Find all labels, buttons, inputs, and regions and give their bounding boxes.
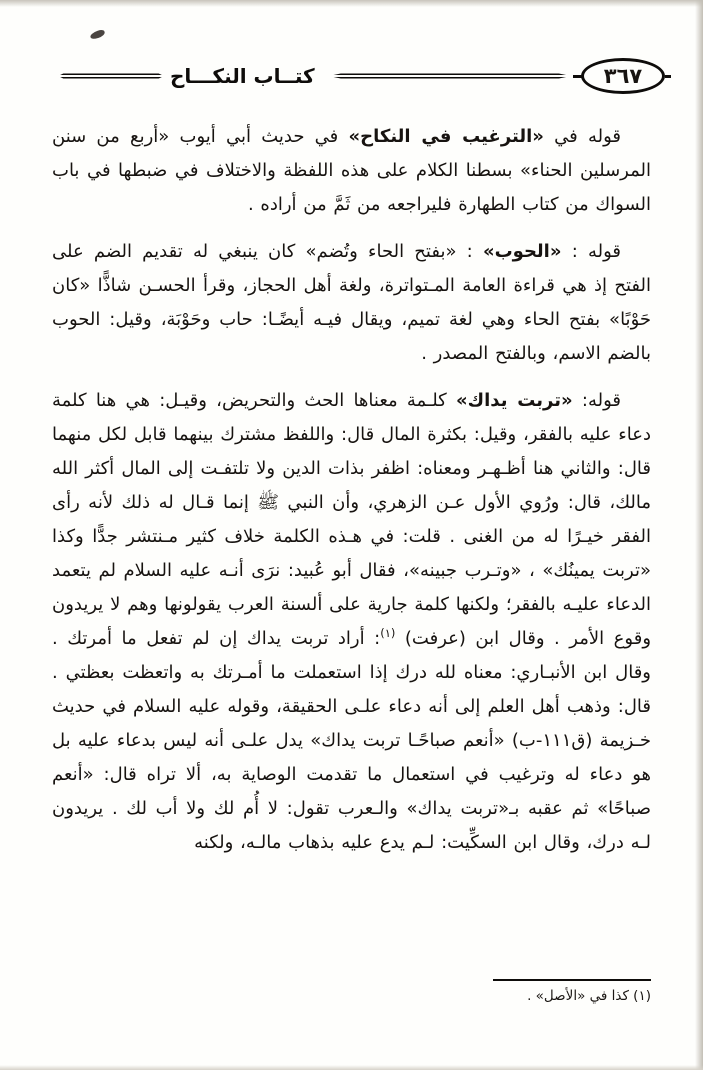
text-run: «الحوب» [482, 241, 562, 262]
text-run: كلـمة معناها الحث والتحريض، وقيـل: هي هنا كلمة دعاء عليه بالفقر، وقيل: بكثرة المال قال: واللفظ مشترك بينهما قابل لكل منهما قال: والثاني هنا أظـهـر ومعناه: اظفر بذات الدين ولا تلتفـت إلى المال أكثر الله مالك، قال: ورُوي الأول عـن الزهري، وأن النبي ﷺ إنما قـال له ذلك لأنه رأى الفقر خيـرًا له من الغنى . قلت: في هـذه الكلمة خلاف كثير مـنتشر جدًّا وكذا «تربت يمينُك» ، «وتـرب جبينه»، فقال أبو عُبيد: نرَى أنـه عليه السلام لم يتعمد الدعاء عليـه بالفقر؛ ولكنها كلمة جارية على ألسنة العرب يقولونها وهم لا يريدون وقوع الأمر . وقال ابن (عرفت) [52, 390, 652, 649]
text-run: قوله: [572, 390, 621, 411]
paragraph [52, 235, 651, 371]
text-run: قوله : [561, 241, 621, 262]
page-header [0, 56, 703, 96]
paragraph [52, 120, 651, 222]
decorative-rule-right [329, 73, 571, 79]
footnote: (١) كذا في «الأصل» . [527, 988, 651, 1004]
text-run: «تربت يداك» [456, 390, 573, 411]
text-run: : «بفتح الحاء وتُضم» كان ينبغي له تقديم الضم على الفتح إذ هي قراءة العامة المـتواترة، ولغة أهل الحجاز، وقرأ الحسـن شاذًّا «كان حَوْبًا» بفتح الحاء وهي لغة تميم، ويقال فيـه أيضًـا: حاب وحَوْبَة، وقيل: الحوب بالضم الاسم، وبالفتح المصدر . [52, 241, 651, 364]
scan-edge-right [695, 0, 703, 1070]
paragraph [52, 384, 651, 860]
page-number-badge [581, 58, 665, 94]
scan-edge-bottom [0, 1065, 703, 1070]
ink-smudge [89, 29, 105, 40]
page-body [52, 120, 651, 873]
footnote-separator [493, 979, 651, 981]
book-title: كتــاب النكـــاح [170, 64, 315, 88]
footnote-area [52, 979, 651, 1004]
text-run: في حديث أبي أيوب «أربع من سنن المرسلين الحناء» بسطنا الكلام على هذه اللفظة والاختلاف في ضبطها في باب السواك من كتاب الطهارة فليراجعه من ثَمَّ من أراده . [52, 126, 651, 215]
page-number: ٣٦٧ [603, 64, 643, 88]
decorative-rule-left [58, 73, 164, 79]
text-run: «الترغيب في النكاح» [348, 126, 544, 147]
footnote-marker: (١) [380, 626, 396, 640]
scan-edge-top [0, 0, 703, 7]
text-run: : أراد تربت يداك إن لم تفعل ما أمرتك . وقال ابن الأنبـاري: معناه لله درك إذا استعملت ما أمـرتك به واتعظت بعظتي . قال: وذهب أهل العلم إلى أنه دعاء علـى الحقيقة، وقوله عليه السلام في حديث خـزيمة (ق١١١-ب) «أنعم صباحًـا تربت يداك» يدل علـى أنه ليس بدعاء عليه بل هو دعاء له وترغيب في استعمال ما تقدمت الوصاية به، ألا تراه قال: «أنعم صباحًا» ثم عقبه بـ«تربت يداك» والـعرب تقول: لا أُم لك ولا أب لك . يريدون لـه درك، وقال ابن السكِّيت: لـم يدع عليه بذهاب مالـه، ولكنه [52, 628, 651, 853]
text-run: قوله في [543, 126, 621, 147]
